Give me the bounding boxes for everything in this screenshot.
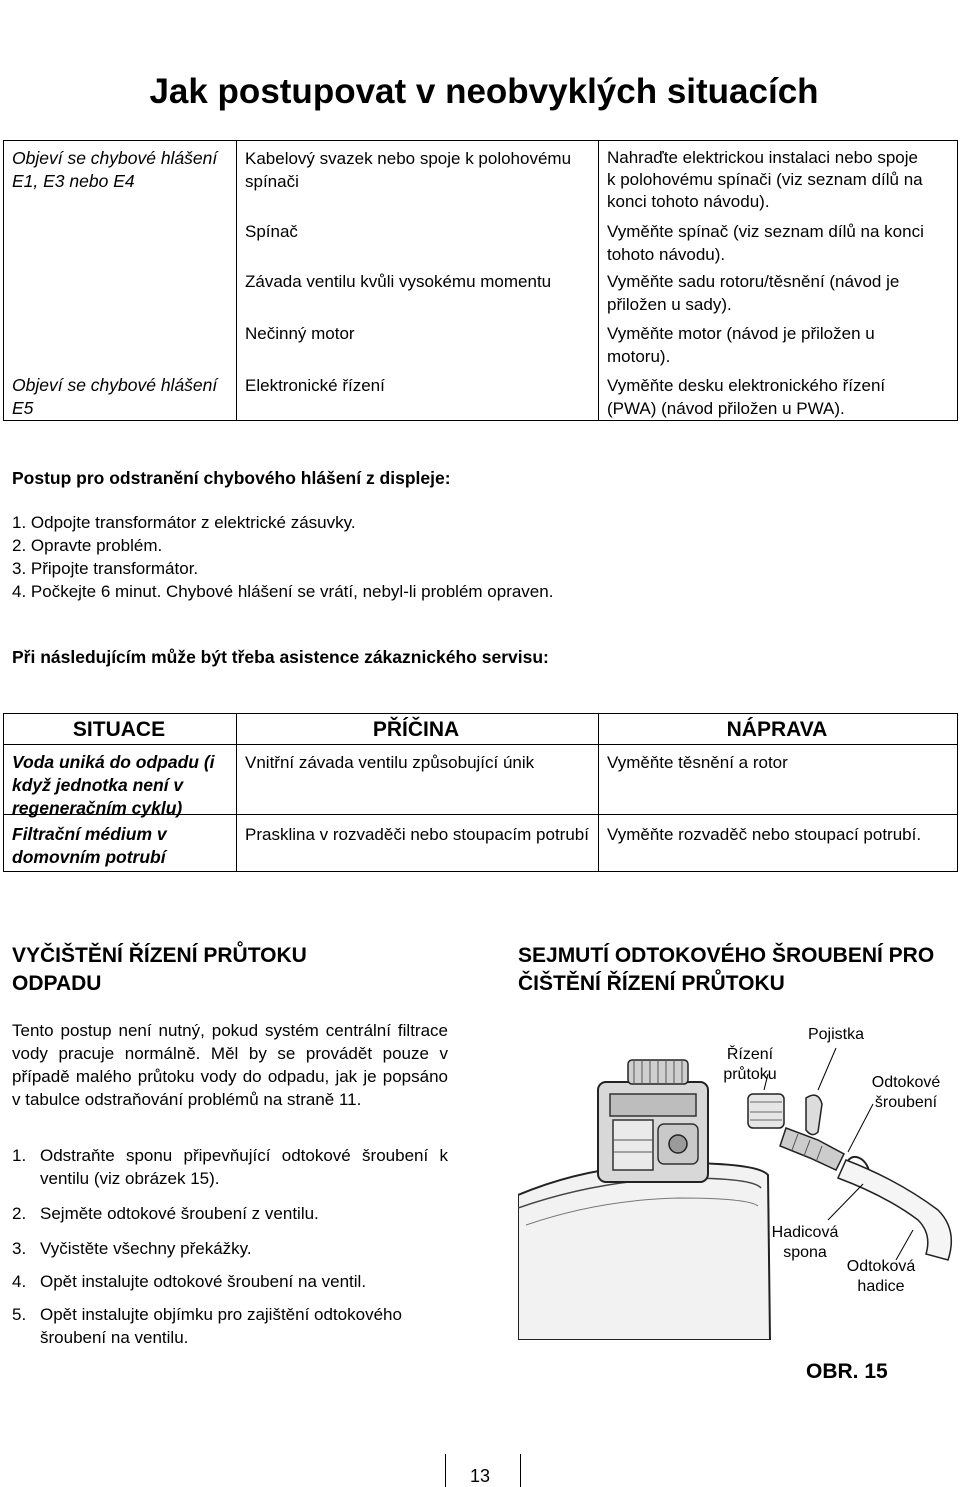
- step-number: 4.: [12, 1272, 27, 1291]
- label-clip: Pojistka: [807, 1026, 865, 1043]
- label-drain-fitting: Odtokové šroubení: [871, 1074, 941, 1111]
- step-text: Opět instalujte odtokové šroubení na ventil.: [40, 1272, 367, 1291]
- service-heading: Při následujícím může být třeba asistence zákaznického servisu:: [12, 647, 549, 667]
- clear-error-step: 4. Počkejte 6 minut. Chybové hlášení se vrátí, nebyl-li problém opraven.: [12, 582, 554, 601]
- step-text: Sejměte odtokové šroubení z ventilu.: [40, 1204, 319, 1223]
- cause-cell: Vnitřní závada ventilu způsobující únik: [245, 753, 535, 772]
- figure-caption: OBR. 15: [806, 1360, 888, 1383]
- step-text: Opět instalujte objímku pro zajištění odtokového šroubení na ventilu.: [40, 1305, 402, 1347]
- situation-cell: Filtrační médium v domovním potrubí: [12, 824, 167, 867]
- situation-cell: Voda uniká do odpadu (i když jednotka není v regeneračním cyklu): [12, 752, 215, 818]
- cause-cell: Elektronické řízení: [245, 376, 385, 395]
- label-hose-clamp: Hadicová spona: [771, 1224, 839, 1261]
- clear-error-heading: Postup pro odstranění chybového hlášení z displeje:: [12, 468, 451, 488]
- label-drain-hose: Odtoková hadice: [846, 1258, 916, 1295]
- remedy-cell: Nahraďte elektrickou instalaci nebo spoje k polohovému spínači (viz seznam dílů na konci tohoto návodu).: [607, 148, 923, 211]
- flow-control-cleaning-heading: VYČIŠTĚNÍ ŘÍZENÍ PRŮTOKU ODPADU: [12, 944, 307, 995]
- cause-cell: Závada ventilu kvůli vysokému momentu: [245, 272, 552, 291]
- page-title: Jak postupovat v neobvyklých situacích: [149, 72, 819, 111]
- remedy-cell: Vyměňte motor (návod je přiložen u motoru).: [607, 324, 875, 366]
- clear-error-step: 1. Odpojte transformátor z elektrické zásuvky.: [12, 513, 356, 532]
- step-text: Vyčistěte všechny překážky.: [40, 1239, 252, 1258]
- step-number: 1.: [12, 1146, 27, 1165]
- clear-error-step: 2. Opravte problém.: [12, 536, 163, 555]
- cause-cell: Prasklina v rozvaděči nebo stoupacím potrubí: [245, 825, 589, 844]
- header-situation: SITUACE: [72, 718, 166, 741]
- clear-error-step: 3. Připojte transformátor.: [12, 559, 199, 578]
- drain-fitting-removal-heading: SEJMUTÍ ODTOKOVÉHO ŠROUBENÍ PRO ČIŠTĚNÍ ŘÍZENÍ PRŮTOKU: [518, 944, 935, 995]
- page-number: 13: [469, 1466, 491, 1486]
- step-number: 5.: [12, 1305, 27, 1324]
- remedy-cell: Vyměňte sadu rotoru/těsnění (návod je přiložen u sady).: [607, 272, 900, 314]
- remedy-cell: Vyměňte desku elektronického řízení (PWA) (návod přiložen u PWA).: [607, 376, 886, 418]
- step-number: 3.: [12, 1239, 27, 1258]
- situation-e1-e3-e4: Objeví se chybové hlášení E1, E3 nebo E4: [12, 148, 218, 191]
- situation-e5: Objeví se chybové hlášení E5: [12, 375, 218, 418]
- cause-cell: Kabelový svazek nebo spoje k polohovému spínači: [245, 149, 572, 191]
- label-flow-control: Řízení průtoku: [723, 1046, 777, 1083]
- intro-paragraph: Tento postup není nutný, pokud systém centrální filtrace vody pracuje normálně. Měl by se provádět pouze v případě malého průtoku vody do odpadu, jak je popsáno v tabulce odstraňování problémů na straně 11.: [12, 1021, 448, 1109]
- remedy-cell: Vyměňte spínač (viz seznam dílů na konci tohoto návodu).: [607, 222, 924, 264]
- remedy-cell: Vyměňte rozvaděč nebo stoupací potrubí.: [607, 825, 922, 844]
- step-number: 2.: [12, 1204, 27, 1223]
- header-cause: PŘÍČINA: [372, 718, 460, 741]
- step-text: Odstraňte sponu připevňující odtokové šroubení k ventilu (viz obrázek 15).: [40, 1146, 448, 1188]
- header-remedy: NÁPRAVA: [726, 718, 828, 741]
- cause-cell: Nečinný motor: [245, 324, 355, 343]
- cause-cell: Spínač: [245, 222, 298, 241]
- remedy-cell: Vyměňte těsnění a rotor: [607, 753, 788, 772]
